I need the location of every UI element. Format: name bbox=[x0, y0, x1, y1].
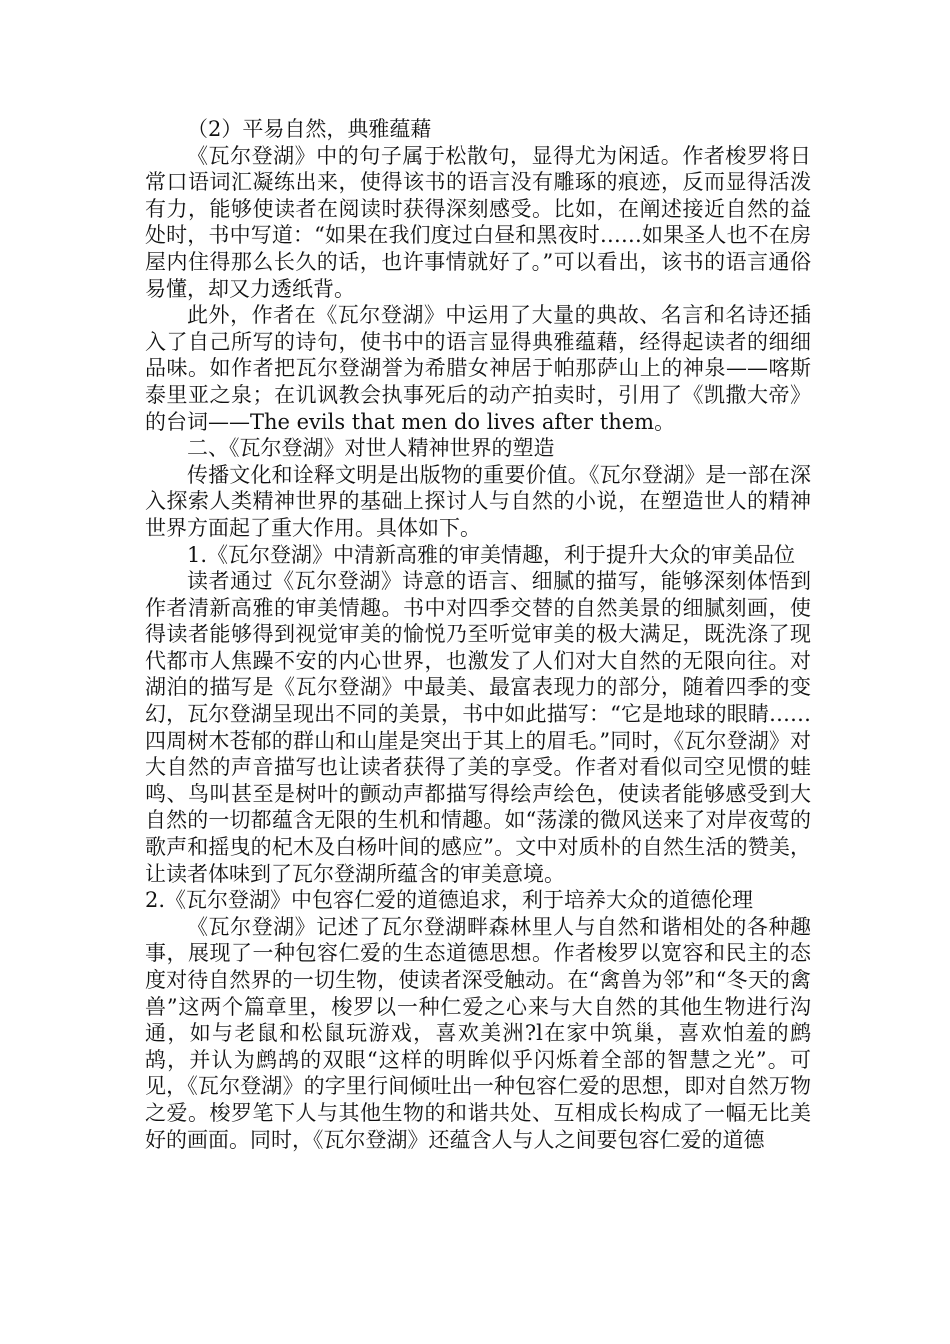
section-subheading: 2.《瓦尔登湖》中包容仁爱的道德追求，利于培养大众的道德伦理 bbox=[145, 888, 754, 913]
section-heading: 二、《瓦尔登湖》对世人精神世界的塑造 bbox=[187, 436, 555, 461]
body-paragraph: 此外，作者在《瓦尔登湖》中运用了大量的典故、名言和名诗还插入了自己所写的诗句，使书中的语言显得典雅蕴藉，经得起读者的细细品味。如作者把瓦尔登湖誉为希腊女神居于帕那萨山上的神泉——喀斯泰里亚之泉；在讥讽教会执事死后的动产拍卖时，引用了《凯撒大帝》的台词——The evils that men do lives after them。 bbox=[145, 303, 811, 434]
body-paragraph: 《瓦尔登湖》记述了瓦尔登湖畔森林里人与自然和谐相处的各种趣事，展现了一种包容仁爱的生态道德思想。作者梭罗以宽容和民主的态度对待自然界的一切生物，使读者深受触动。在“禽兽为邻”和“冬天的禽兽”这两个篇章里，梭罗以一种仁爱之心来与大自然的其他生物进行沟通，如与老鼠和松鼠玩游戏，喜欢美洲?l在家中筑巢，喜欢怕羞的鹧鸪，并认为鹧鸪的双眼“这样的明眸似乎闪烁着全部的智慧之光”。可见，《瓦尔登湖》的字里行间倾吐出一种包容仁爱的思想，即对自然万物之爱。梭罗笔下人与其他生物的和谐共处、互相成长构成了一幅无比美好的画面。同时，《瓦尔登湖》还蕴含人与人之间要包容仁爱的道德 bbox=[145, 914, 811, 1152]
section-subheading: （2）平易自然，典雅蕴藉 bbox=[187, 117, 432, 141]
section-subheading: 1.《瓦尔登湖》中清新高雅的审美情趣，利于提升大众的审美品位 bbox=[187, 542, 796, 567]
body-paragraph: 《瓦尔登湖》中的句子属于松散句，显得尤为闲适。作者梭罗将日常口语词汇凝练出来，使得该书的语言没有雕琢的痕迹，反而显得活泼有力，能够使读者在阅读时获得深刻感受。比如，在阐述接近自然的益处时，书中写道：“如果在我们度过白昼和黑夜时……如果圣人也不在房屋内住得那么长久的话，也许事情就好了。”可以看出，该书的语言通俗易懂，却又力透纸背。 bbox=[145, 143, 811, 301]
body-paragraph: 传播文化和诠释文明是出版物的重要价值。《瓦尔登湖》是一部在深入探索人类精神世界的基础上探讨人与自然的小说，在塑造世人的精神世界方面起了重大作用。具体如下。 bbox=[145, 462, 811, 540]
document-page bbox=[145, 116, 811, 1153]
body-paragraph: 读者通过《瓦尔登湖》诗意的语言、细腻的描写，能够深刻体悟到作者清新高雅的审美情趣。书中对四季交替的自然美景的细腻刻画，使得读者能够得到视觉审美的愉悦乃至听觉审美的极大满足，既洗涤了现代都市人焦躁不安的内心世界，也激发了人们对大自然的无限向往。对湖泊的描写是《瓦尔登湖》中最美、最富表现力的部分，随着四季的变幻，瓦尔登湖呈现出不同的美景，书中如此描写：“它是地球的眼睛……四周树木苍郁的群山和山崖是突出于其上的眉毛。”同时，《瓦尔登湖》对大自然的声音描写也让读者获得了美的享受。作者对看似司空见惯的蛙鸣、鸟叫甚至是树叶的颤动声都描写得绘声绘色，使读者能够感受到大自然的一切都蕴含无限的生机和情趣。如“荡漾的微风送来了对岸夜莺的歌声和摇曳的杞木及白杨叶间的感应”。文中对质朴的自然生活的赞美，让读者体味到了瓦尔登湖所蕴含的审美意境。 bbox=[145, 569, 811, 886]
